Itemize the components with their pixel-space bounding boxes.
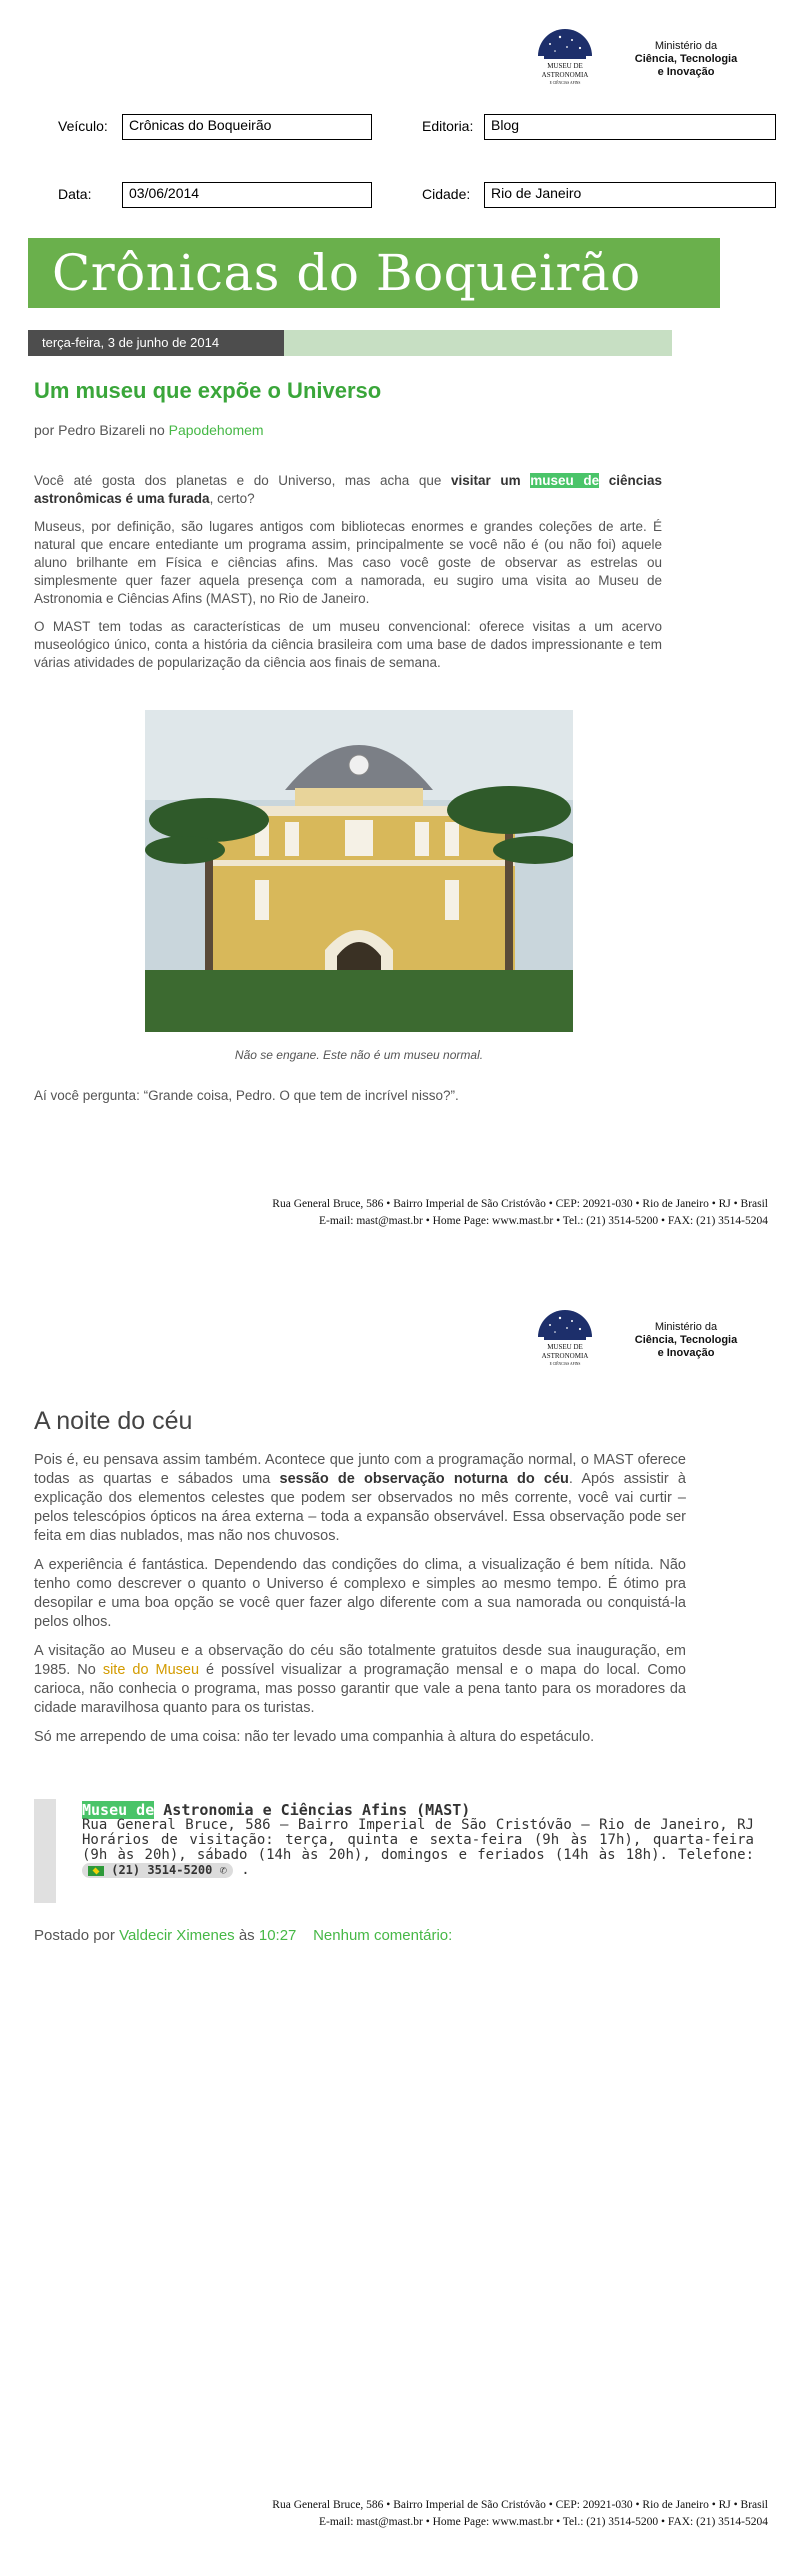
mast-logo-text-3: E CIÊNCIAS AFINS xyxy=(549,81,581,85)
paragraph-6: A visitação ao Museu e a observação do céu são totalmente gratuitos desde sua inauguração, em 1985. No site do Museu é possível visualizar a programação mensal e o mapa do local. Como carioca, não conhecia o programa, mas posso garantir que vale a pena tanto para os moradores da cidade maravilhosa quanto para os turistas. xyxy=(34,1643,686,1716)
site-museu-link[interactable]: site do Museu xyxy=(102,1662,200,1678)
highlight-museu-2: Museu de xyxy=(82,1801,155,1819)
footer-contact: E-mail: mast@mast.br • Home Page: www.mast.br • Tel.: (21) 3514-5200 • FAX: (21) 3514-5204 xyxy=(318,1215,768,1227)
page-footer-2 xyxy=(168,2497,768,2531)
blockquote-body: Museu de Astronomia e Ciências Afins (MAST) Rua General Bruce, 586 – Bairro Imperial de São Cristóvão – Rio de Janeiro, RJ Horários de visitação: terça, quinta e sexta-feira (9h às 17h), quarta-feira (9h às 20h), sábado (14h às 20h), domingos e feriados (14h às 18h). Telefone: (21) 3514-5200 ✆ . xyxy=(82,1801,754,1878)
byline xyxy=(34,422,264,438)
ministry-line-3: e Inovação xyxy=(657,66,715,78)
section-title: A noite do céu xyxy=(34,1407,193,1435)
comments-link[interactable]: Nenhum comentário: xyxy=(313,1927,453,1944)
header-logos-2 xyxy=(530,1303,770,1373)
paragraph-1: Você até gosta dos planetas e do Universo, mas acha que visitar um museu de ciências astronômicas é uma furada, certo? xyxy=(34,473,662,506)
mast-logo-text-1: MUSEU DE xyxy=(547,62,583,70)
museum-photo xyxy=(145,710,573,1032)
cidade-label: Cidade: xyxy=(422,186,471,202)
paragraph-question: Aí você pergunta: “Grande coisa, Pedro. O que tem de incrível nisso?”. xyxy=(34,1088,459,1103)
header-logos xyxy=(530,22,770,92)
blog-title: Crônicas do Boqueirão xyxy=(52,244,641,302)
cidade-field: Rio de Janeiro xyxy=(484,182,776,208)
date-bar xyxy=(28,330,672,356)
veiculo-field: Crônicas do Boqueirão xyxy=(122,114,372,140)
mast-logo-text-2: ASTRONOMIA xyxy=(541,71,589,79)
page-footer xyxy=(168,1196,768,1230)
byline-prefix: por Pedro Bizareli no xyxy=(34,422,169,438)
mast-logo xyxy=(530,22,600,92)
phone-chip[interactable] xyxy=(82,1863,233,1878)
phone-icon: ✆ xyxy=(219,1863,227,1877)
paragraph-2: Museus, por definição, são lugares antigos com bibliotecas enormes e grandes coleções de arte. É natural que encare entediante um programa assim, principalmente se você não é (ou não foi) aquele aluno brilhante em Física e ciências afins. Mas caso você goste de observar as estrelas ou simplesmente quer fazer aquela presença com a namorada, eu sugiro uma visita ao Museu de Astronomia e Ciências Afins (MAST), no Rio de Janeiro. xyxy=(34,519,662,606)
phone-number: (21) 3514-5200 xyxy=(111,1863,213,1877)
mast-logo-2 xyxy=(530,1303,600,1373)
blockquote-text: Rua General Bruce, 586 – Bairro Imperial de São Cristóvão – Rio de Janeiro, RJ Horários de visitação: terça, quinta e sexta-feira (9h às 17h), quarta-feira (9h às 20h), sábado (14h às 20h), domingos e feriados (14h às 18h). Telefone: xyxy=(82,1817,754,1863)
paragraph-4: Pois é, eu pensava assim também. Acontece que junto com a programação normal, o MAST oferece todas as quartas e sábados uma sessão de observação noturna do céu. Após assistir à explicação dos elementos celestes que podem ser observados no mês corrente, você vai curtir – pelos telescópios ópticos na área externa – toda a expansão observável. Essa observação pode ser feita em dias nublados, mas não nos chuvosos. xyxy=(34,1452,686,1544)
blog-banner xyxy=(28,238,720,308)
post-date: terça-feira, 3 de junho de 2014 xyxy=(28,330,284,356)
ministry-logo-2 xyxy=(616,1321,756,1360)
mast-logo-2-text-2: ASTRONOMIA xyxy=(541,1352,589,1360)
footer-address: Rua General Bruce, 586 • Bairro Imperial de São Cristóvão • CEP: 20921-030 • Rio de Janeiro • RJ • Brasil xyxy=(272,1198,768,1210)
data-field: 03/06/2014 xyxy=(122,182,372,208)
highlight-museu: museu de xyxy=(530,473,600,488)
post-footer: Postado por Valdecir Ximenes às 10:27 Nenhum comentário: xyxy=(34,1927,453,1944)
author-link[interactable]: Valdecir Ximenes xyxy=(119,1927,235,1944)
post-time-link[interactable]: 10:27 xyxy=(258,1927,297,1944)
data-label: Data: xyxy=(58,186,92,202)
post-title[interactable]: Um museu que expõe o Universo xyxy=(34,378,382,403)
page-2 xyxy=(0,1281,800,2562)
ministry-logo xyxy=(616,40,756,79)
mast-logo-2-text-1: MUSEU DE xyxy=(547,1343,583,1351)
source-link[interactable]: Papodehomem xyxy=(168,422,264,438)
museum-photo-drawing xyxy=(145,710,573,1032)
post-body-2 xyxy=(34,1451,686,1757)
address-blockquote xyxy=(34,1799,754,1903)
footer-contact-2: E-mail: mast@mast.br • Home Page: www.mast.br • Tel.: (21) 3514-5200 • FAX: (21) 3514-5204 xyxy=(318,2516,768,2528)
editoria-field: Blog xyxy=(484,114,776,140)
brazil-flag-icon xyxy=(88,1866,104,1876)
ministry-line-2: Ciência, Tecnologia xyxy=(634,53,738,65)
post-body xyxy=(34,472,662,682)
veiculo-label: Veículo: xyxy=(58,118,108,134)
ministry-2-line-3: e Inovação xyxy=(657,1347,715,1359)
paragraph-5: A experiência é fantástica. Dependendo das condições do clima, a visualização é bem nítida. Não tenho como descrever o quanto o Universo é complexo e simples ao mesmo tempo. É ótimo pra desopilar e uma boa opção se você quer fazer algo diferente com a sua namorada ou conquistá-la pelos olhos. xyxy=(34,1557,686,1630)
ministry-2-line-2: Ciência, Tecnologia xyxy=(634,1334,738,1346)
blockquote-title: Museu de Astronomia e Ciências Afins (MAST) xyxy=(82,1801,471,1819)
footer-address-2: Rua General Bruce, 586 • Bairro Imperial de São Cristóvão • CEP: 20921-030 • Rio de Janeiro • RJ • Brasil xyxy=(272,2499,768,2511)
ministry-line-1: Ministério da xyxy=(654,40,718,52)
photo-caption: Não se engane. Este não é um museu normal. xyxy=(234,1048,484,1062)
paragraph-3: O MAST tem todas as características de um museu convencional: oferece visitas a um acervo museológico único, conta a história da ciência brasileira com uma base de dados impressionante e tem várias atividades de popularização da ciência aos finais de semana. xyxy=(34,619,662,670)
mast-logo-2-text-3: E CIÊNCIAS AFINS xyxy=(549,1362,581,1366)
ministry-2-line-1: Ministério da xyxy=(654,1321,718,1333)
paragraph-7: Só me arrependo de uma coisa: não ter levado uma companhia à altura do espetáculo. xyxy=(34,1729,595,1745)
blockquote-bar xyxy=(34,1799,56,1903)
editoria-label: Editoria: xyxy=(422,118,474,134)
